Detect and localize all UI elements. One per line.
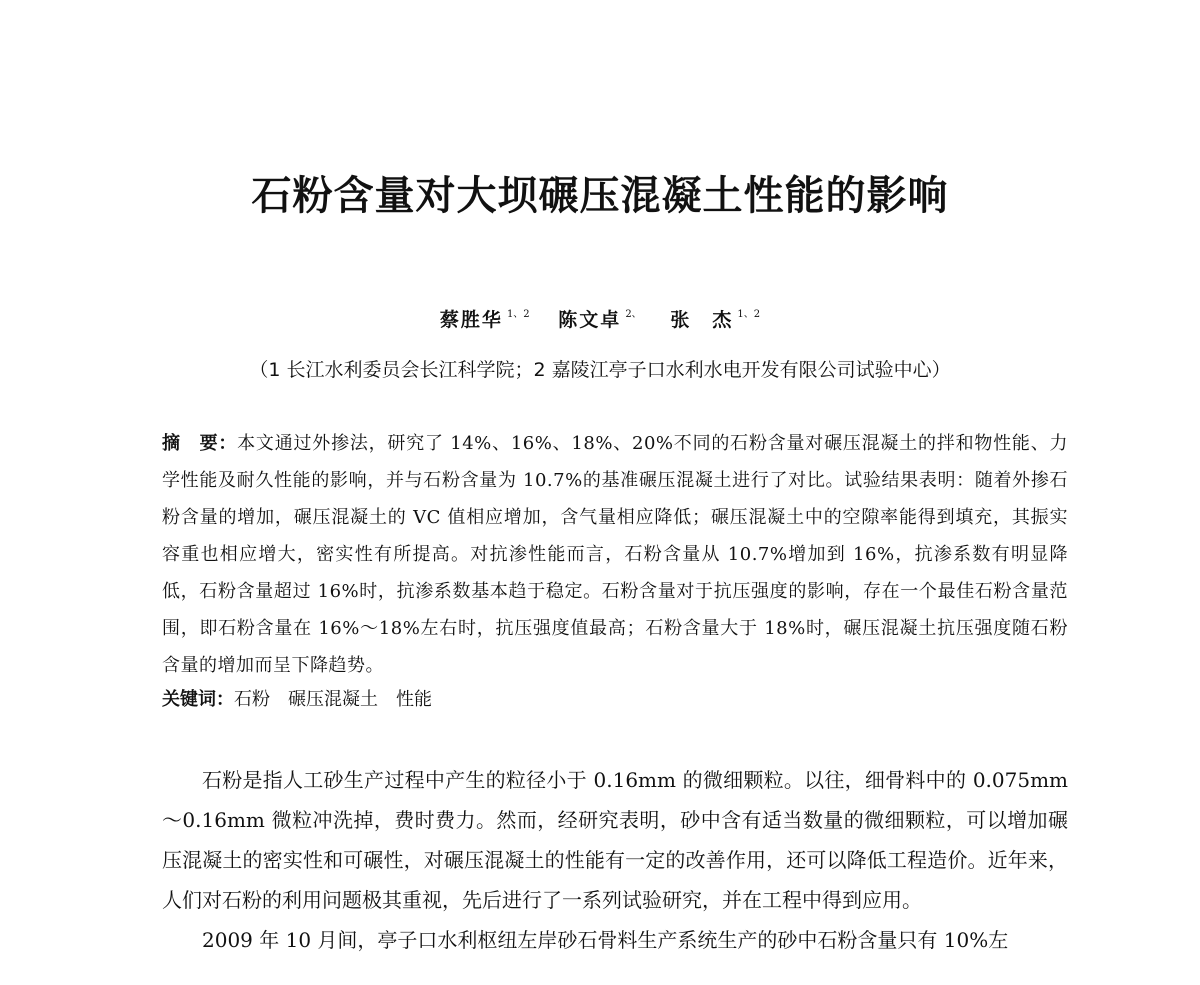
paper-title: 石粉含量对大坝碾压混凝土性能的影响: [251, 172, 949, 219]
affiliation: （1 长江水利委员会长江科学院；2 嘉陵江亭子口水利水电开发有限公司试验中心）: [249, 359, 951, 381]
author-affiliation-mark: 1、2: [737, 309, 761, 320]
keyword: 性能: [396, 689, 432, 710]
keywords-label: 关键词：: [162, 689, 234, 710]
keyword: 石粉: [234, 689, 270, 710]
abstract-label: 摘 要：: [162, 433, 238, 454]
author-name: 蔡胜华: [439, 309, 503, 331]
author: [670, 309, 760, 331]
author-name: 陈文卓: [558, 309, 622, 331]
author-name: 张 杰: [670, 309, 734, 331]
author-line: [0, 308, 1200, 333]
keywords: [162, 681, 1068, 718]
author-affiliation-mark: 2、: [625, 309, 642, 320]
body-paragraph: 石粉是指人工砂生产过程中产生的粒径小于 0.16mm 的微细颗粒。以往，细骨料中的 0.075mm～0.16mm 微粒冲洗掉，费时费力。然而，经研究表明，砂中含有适当数量的微细颗粒，可以增加碾压混凝土的密实性和可碾性，对碾压混凝土的性能有一定的改善作用，还可以降低工程造价。近年来，人们对石粉的利用问题极其重视，先后进行了一系列试验研究，并在工程中得到应用。: [162, 768, 1068, 912]
body-text: [162, 760, 1068, 960]
abstract: [162, 425, 1068, 684]
keyword: 碾压混凝土: [288, 689, 378, 710]
body-paragraph: 2009 年 10 月间，亭子口水利枢纽左岸砂石骨料生产系统生产的砂中石粉含量只有 10%左: [202, 928, 1009, 952]
author: [558, 309, 641, 331]
author: [440, 309, 530, 331]
abstract-text: 本文通过外掺法，研究了 14%、16%、18%、20%不同的石粉含量对碾压混凝土的拌和物性能、力学性能及耐久性能的影响，并与石粉含量为 10.7%的基准碾压混凝土进行了对比。试验结果表明：随着外掺石粉含量的增加，碾压混凝土的 VC 值相应增加，含气量相应降低；碾压混凝土中的空隙率能得到填充，其振实容重也相应增大，密实性有所提高。对抗渗性能而言，石粉含量从 10.7%增加到 16%，抗渗系数有明显降低，石粉含量超过 16%时，抗渗系数基本趋于稳定。石粉含量对于抗压强度的影响，存在一个最佳石粉含量范围，即石粉含量在 16%～18%左右时，抗压强度值最高；石粉含量大于 18%时，碾压混凝土抗压强度随石粉含量的增加而呈下降趋势。: [162, 433, 1069, 676]
author-affiliation-mark: 1、2: [506, 309, 530, 320]
